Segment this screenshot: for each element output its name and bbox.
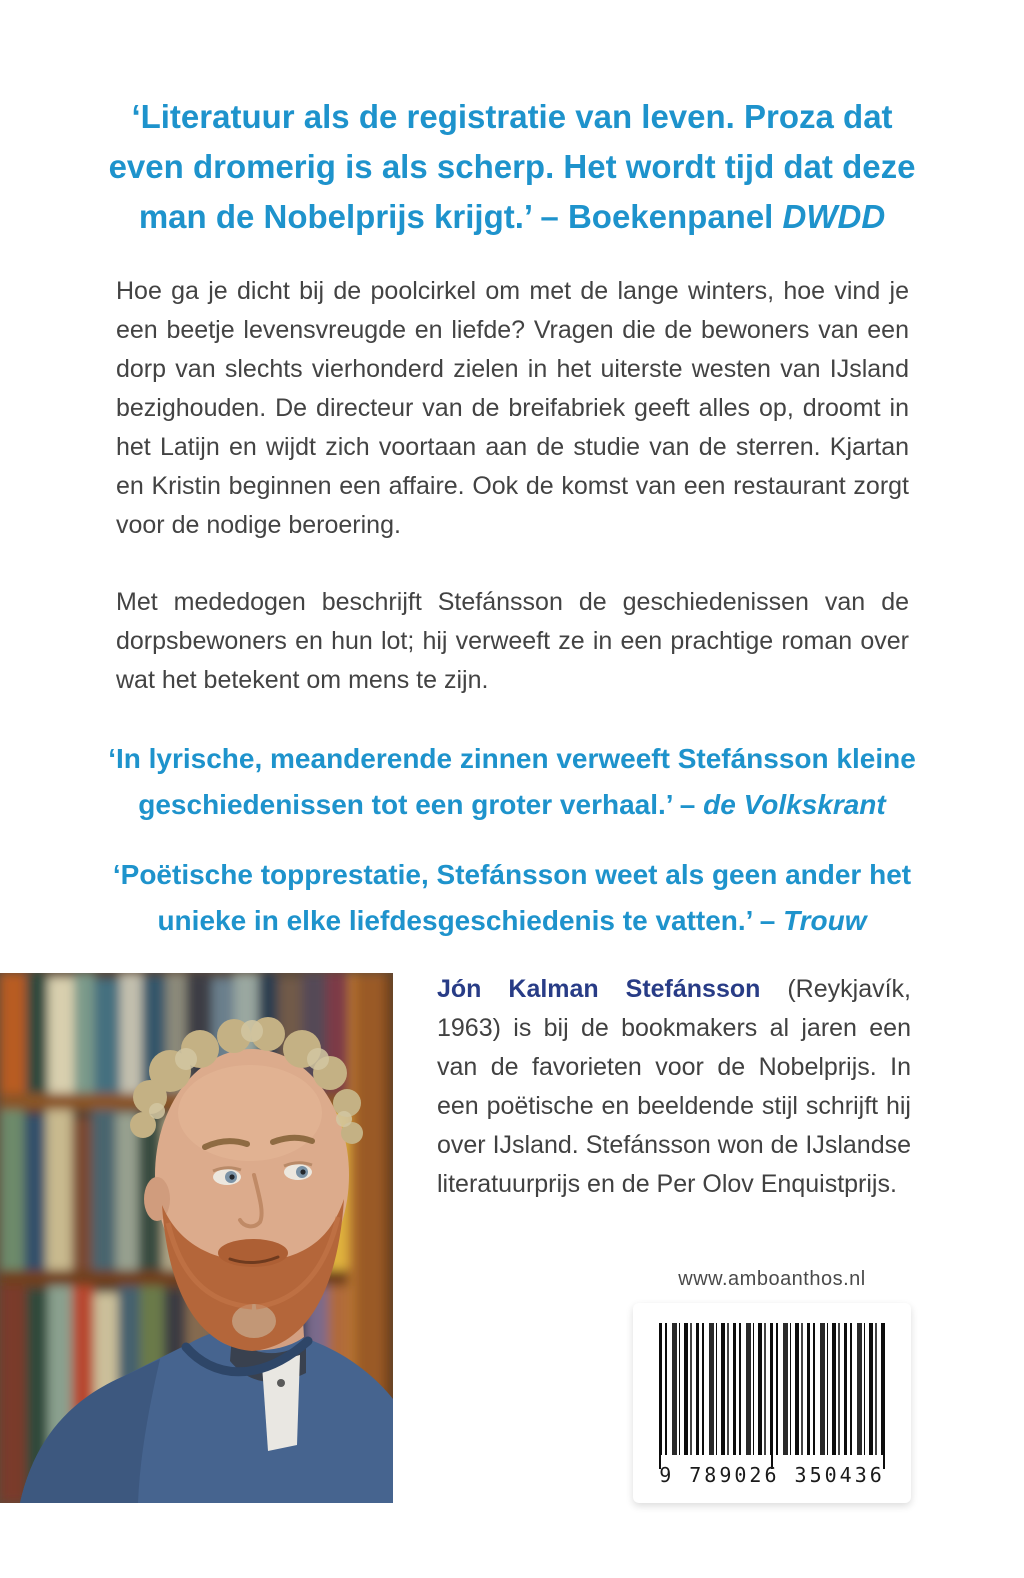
quote-dash: – (679, 789, 696, 820)
barcode (633, 1303, 911, 1503)
synopsis-paragraph-2: Met mededogen beschrijft Stefánsson de geschiedenissen van de dorpsbewoners en hun lot; hij verweeft ze in een prachtige roman over wat het betekent om mens te zijn. (116, 588, 909, 694)
quote-dash: – (759, 905, 776, 936)
barcode-guard-bar (659, 1323, 661, 1469)
barcode-guard-bar (771, 1323, 773, 1469)
quote-text: ‘Literatuur als de registratie van leven. Proza dat even dromerig is als scherp. Het wordt tijd dat deze man de Nobelprijs krijgt.’ (108, 98, 916, 235)
quote-dash: – (540, 198, 559, 235)
author-bio (437, 970, 911, 1204)
press-quote-dwdd (95, 92, 929, 242)
author-photo (0, 973, 393, 1503)
press-quote-volkskrant (100, 736, 924, 828)
press-quote-trouw (100, 852, 924, 944)
author-name: Jón Kalman Stefánsson (437, 975, 761, 1003)
author-bio-text: (Reykjavík, 1963) is bij de bookmakers al jaren een van de favorieten voor de Nobelprijs. In een poëtische en beeldende stijl schrijft hij over IJsland. Stefánsson won de IJslandse literatuurprijs en de Per Olov Enquistprijs. (437, 975, 911, 1198)
quote-text: ‘Poëtische topprestatie, Stefánsson weet als geen ander het unieke in elke liefdesgeschiedenis te vatten.’ (112, 859, 912, 936)
publisher-website: www.amboanthos.nl (678, 1268, 866, 1290)
barcode-guard-bar (883, 1323, 885, 1469)
quote-source-italic: de Volkskrant (703, 789, 886, 820)
synopsis-paragraph-1: Hoe ga je dicht bij de poolcirkel om met de lange winters, hoe vind je een beetje levensvreugde en liefde? Vragen die de bewoners van een dorp van slechts vierhonderd zielen in het uiterste westen van IJsland bezighouden. De directeur van de breifabriek geeft alles op, droomt in het Latijn en wijdt zich voortaan aan de studie van de sterren. Kjartan en Kristin beginnen een affaire. Ook de komst van een restaurant zorgt voor de nodige beroering. (116, 277, 909, 539)
quote-source-italic: Trouw (783, 905, 867, 936)
author-photo-illustration (0, 973, 393, 1503)
quote-source: Boekenpanel (567, 198, 774, 235)
quote-source-italic: DWDD (782, 198, 886, 235)
isbn-number: 9 789026 350436 (659, 1463, 885, 1487)
quote-text: ‘In lyrische, meanderende zinnen verweeft Stefánsson kleine geschiedenissen tot een groter verhaal.’ (108, 743, 916, 820)
